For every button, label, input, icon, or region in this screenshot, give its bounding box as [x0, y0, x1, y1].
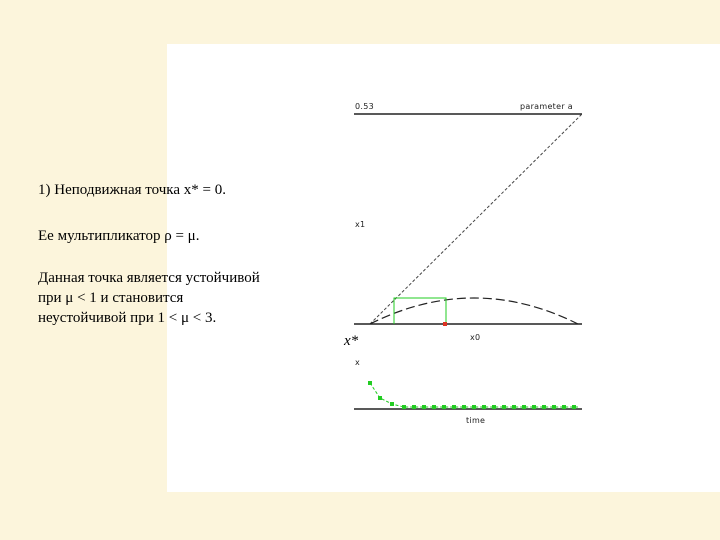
time-series-line: [370, 383, 578, 407]
stability-statement: Данная точка является устойчивой при μ < 1 и становится неустойчивой при 1 < μ < 3.: [38, 270, 260, 326]
parameter-value: 0.53: [355, 102, 375, 111]
current-point-marker: [443, 322, 447, 326]
diagonal-line: [370, 114, 582, 324]
fixed-point-label: x*: [344, 333, 359, 349]
y-axis-label: x1: [355, 220, 366, 229]
map-curve: [370, 298, 578, 324]
fixed-point-statement: 1) Неподвижная точка x* = 0.: [38, 182, 226, 198]
parameter-name: parameter a: [520, 102, 573, 111]
series-label: x: [355, 358, 361, 367]
multiplier-statement: Ее мультипликатор ρ = μ.: [38, 228, 200, 244]
x-axis-label: x0: [470, 333, 481, 342]
time-axis-label: time: [466, 416, 486, 425]
time-series-points: [368, 381, 576, 409]
